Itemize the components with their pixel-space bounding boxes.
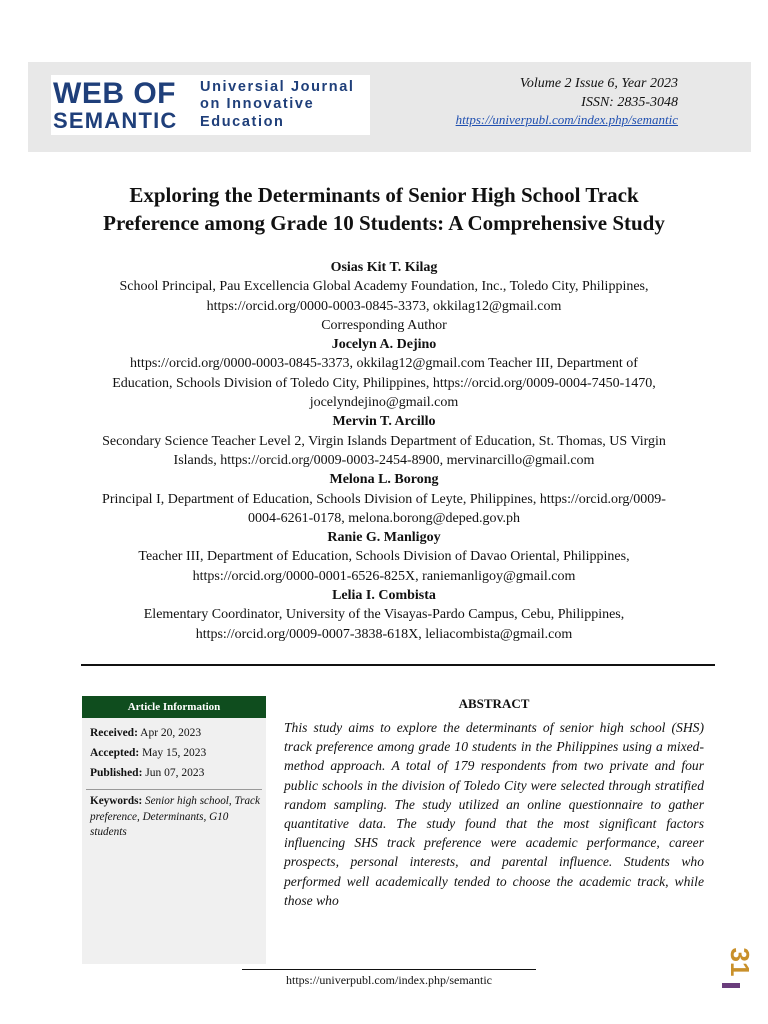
article-info-heading: Article Information [82, 696, 266, 718]
title-line-2: Preference among Grade 10 Students: A Comprehensive Study [103, 211, 665, 235]
volume-info: Volume 2 Issue 6, Year 2023 [519, 76, 678, 91]
author-affiliation: 0004-6261-0178, melona.borong@deped.gov.ph [247, 510, 521, 526]
author-name: Mervin T. Arcillo [332, 414, 436, 430]
abstract-heading: ABSTRACT [458, 696, 530, 711]
accepted-label: Accepted: [90, 747, 140, 759]
author-affiliation: https://orcid.org/0000-0003-0845-3373, okkilag12@gmail.com [206, 298, 562, 314]
received-label: Received: [90, 727, 138, 739]
author-affiliation: School Principal, Pau Excellencia Global Academy Foundation, Inc., Toledo City, Philippines, [119, 279, 649, 295]
title-line-1: Exploring the Determinants of Senior High School Track [129, 183, 639, 207]
author-name: Melona L. Borong [329, 472, 439, 488]
received-value: Apr 20, 2023 [140, 727, 202, 739]
published-value: Jun 07, 2023 [145, 767, 205, 779]
author-name: Ranie G. Manligoy [327, 530, 441, 546]
logo-subtitle-3: Education [200, 114, 285, 130]
author-affiliation: Secondary Science Teacher Level 2, Virgin Islands Department of Education, St. Thomas, US Virgin [102, 433, 666, 449]
section-divider [81, 664, 715, 666]
author-name: Lelia I. Combista [332, 588, 436, 604]
author-affiliation: https://orcid.org/0009-0007-3838-618X, leliacombista@gmail.com [195, 626, 573, 642]
received-date [82, 723, 266, 743]
issn-info: ISSN: 2835-3048 [581, 95, 678, 110]
keywords [82, 790, 266, 841]
author-affiliation: Principal I, Department of Education, Schools Division of Leyte, Philippines, https://orcid.org/0009- [102, 491, 666, 507]
keywords-value: Senior high school, Track preference, Determinants, G10 students [90, 795, 260, 838]
journal-logo [51, 75, 370, 135]
journal-url-link[interactable]: https://univerpubl.com/index.php/semantic [455, 112, 678, 127]
author-affiliation: Education, Schools Division of Toledo City, Philippines, https://orcid.org/0009-0004-7450-1470, [112, 375, 656, 391]
author-list [70, 258, 698, 644]
author-name: Jocelyn A. Dejino [331, 337, 437, 353]
author-name: Osias Kit T. Kilag [330, 260, 438, 275]
page-number [722, 944, 758, 980]
logo-subtitle-1: Universial Journal [200, 79, 355, 95]
logo-subtitle-2: on Innovative [200, 96, 315, 112]
footer-url[interactable]: https://univerpubl.com/index.php/semantic [286, 973, 492, 987]
journal-header [28, 62, 751, 152]
author-affiliation: Teacher III, Department of Education, Schools Division of Davao Oriental, Philippines, [138, 549, 630, 565]
author-affiliation: Elementary Coordinator, University of the Visayas-Pardo Campus, Cebu, Philippines, [143, 607, 625, 623]
page-number-accent [722, 983, 740, 988]
author-affiliation: Islands, https://orcid.org/0009-0003-2454-8900, mervinarcillo@gmail.com [173, 452, 595, 468]
paper-title [40, 181, 728, 237]
footer-divider [242, 969, 536, 970]
logo-web-of: WEB OF [53, 77, 176, 110]
accepted-value: May 15, 2023 [142, 747, 207, 759]
accepted-date [82, 743, 266, 763]
author-affiliation: https://orcid.org/0000-0003-0845-3373, okkilag12@gmail.com Teacher III, Department of [130, 356, 638, 372]
article-info-box [82, 696, 266, 964]
abstract-text: This study aims to explore the determinants of senior high school (SHS) track preference among grade 10 students in the Philippines using a mixed-method approach. A total of 179 respondents from two private and four public schools in the division of Toledo City were selected through stratified random sampling. The study utilized an online questionnaire to gather quantitative data. The study found that the most significant factors influencing SHS track preference were academic performance, career prospects, personal interests, and parental influence. Students who performed well academically tended to choose the academic track, while those who [284, 720, 704, 908]
author-affiliation: Corresponding Author [321, 317, 447, 333]
author-affiliation: https://orcid.org/0000-0001-6526-825X, raniemanligoy@gmail.com [192, 568, 576, 584]
page-number-text: 31 [725, 947, 755, 977]
published-date [82, 763, 266, 783]
logo-semantic: SEMANTIC [53, 108, 178, 133]
keywords-label: Keywords: [90, 795, 143, 807]
published-label: Published: [90, 767, 143, 779]
author-affiliation: jocelyndejino@gmail.com [309, 395, 459, 411]
